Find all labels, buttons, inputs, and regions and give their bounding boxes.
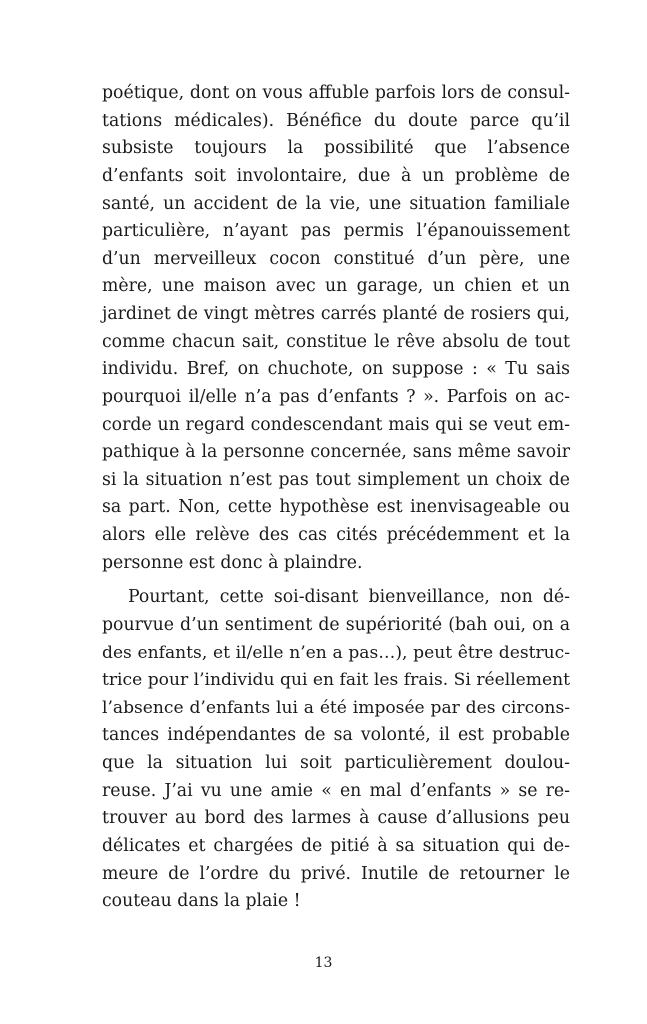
text-line: pathique à la personne concernée, sans même savoir	[102, 442, 570, 463]
text-line: Pourtant, cette soi-disant bienveillance, non dé-	[128, 587, 570, 608]
text-line: trice pour l’individu qui en fait les frais. Si réellement	[102, 670, 570, 691]
text-line: subsiste toujours la possibilité que l’absence	[102, 138, 570, 159]
text-line: personne est donc à plaindre.	[102, 552, 363, 573]
paragraph-2	[102, 584, 570, 916]
text-line: mère, une maison avec un garage, un chien et un	[102, 276, 570, 297]
text-line: corde un regard condescendant mais qui se veut em-	[102, 414, 570, 435]
text-line: d’enfants soit involontaire, due à un problème de	[102, 165, 570, 186]
text-line: pourvue d’un sentiment de supériorité (bah oui, on a	[102, 614, 570, 635]
text-line: sa part. Non, cette hypothèse est inenvisageable ou	[102, 497, 570, 518]
text-line: couteau dans la plaie !	[102, 891, 301, 912]
text-line: pourquoi il/elle n’a pas d’enfants ? ». Parfois on ac-	[102, 386, 570, 407]
body-text	[102, 80, 570, 916]
text-line: reuse. J’ai vu une amie « en mal d’enfants » se re-	[102, 780, 570, 801]
paragraph-1	[102, 80, 570, 577]
text-line: tances indépendantes de sa volonté, il est probable	[102, 725, 570, 746]
text-line: l’absence d’enfants lui a été imposée par des circons-	[102, 697, 570, 718]
text-line: meure de l’ordre du privé. Inutile de retourner le	[102, 863, 570, 884]
text-line: individu. Bref, on chuchote, on suppose : « Tu sais	[102, 359, 570, 380]
text-line: alors elle relève des cas cités précédemment et la	[102, 525, 570, 545]
page-number: 13	[314, 955, 333, 971]
text-line: d’un merveilleux cocon constitué d’un père, une	[102, 248, 570, 269]
text-line: particulière, n’ayant pas permis l’épanouissement	[102, 221, 570, 242]
text-line: jardinet de vingt mètres carrés planté de rosiers qui,	[102, 304, 570, 324]
text-line: santé, un accident de la vie, une situation familiale	[102, 193, 570, 214]
text-line: poétique, dont on vous affuble parfois lors de consul-	[102, 83, 570, 103]
text-line: comme chacun sait, constitue le rêve absolu de tout	[102, 331, 570, 352]
text-line: si la situation n’est pas tout simplement un choix de	[102, 469, 570, 490]
text-line: des enfants, et il/elle n’en a pas…), peut être destruc-	[102, 642, 570, 663]
text-line: délicates et chargées de pitié à sa situation qui de-	[102, 835, 570, 856]
text-line: tations médicales). Bénéfice du doute parce qu’il	[102, 110, 570, 131]
text-line: que la situation lui soit particulièrement doulou-	[102, 753, 570, 773]
text-line: trouver au bord des larmes à cause d’allusions peu	[102, 808, 570, 829]
